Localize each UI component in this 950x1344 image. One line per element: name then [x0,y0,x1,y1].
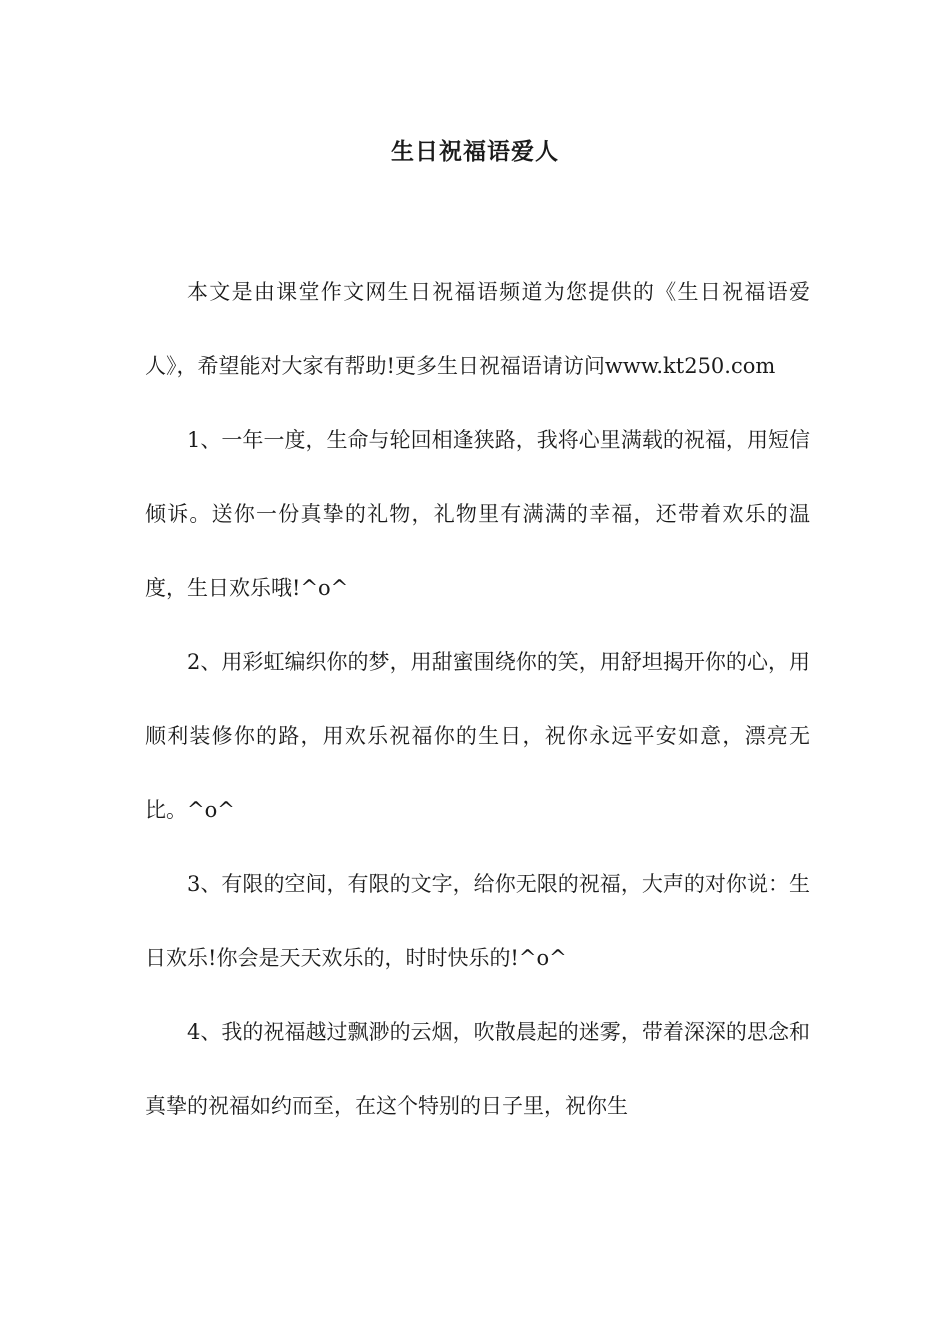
wish-paragraph-1: 1、一年一度，生命与轮回相逢狭路，我将心里满载的祝福，用短信倾诉。送你一份真挚的礼物，礼物里有满满的幸福，还带着欢乐的温度，生日欢乐哦!^o^ [145,428,810,600]
wish-paragraph-3: 3、有限的空间，有限的文字，给你无限的祝福，大声的对你说：生日欢乐!你会是天天欢乐的，时时快乐的!^o^ [145,872,810,970]
intro-paragraph: 本文是由课堂作文网生日祝福语频道为您提供的《生日祝福语爱人》，希望能对大家有帮助!更多生日祝福语请访问www.kt250.com [145,280,810,378]
wish-paragraph-4: 4、我的祝福越过飘渺的云烟，吹散晨起的迷雾，带着深深的思念和真挚的祝福如约而至，在这个特别的日子里，祝你生 [145,1020,810,1118]
wish-paragraph-2: 2、用彩虹编织你的梦，用甜蜜围绕你的笑，用舒坦揭开你的心，用顺利装修你的路，用欢乐祝福你的生日，祝你永远平安如意，漂亮无比。^o^ [145,650,810,822]
document-body [145,255,810,1143]
document-title: 生日祝福语爱人 [391,139,559,165]
